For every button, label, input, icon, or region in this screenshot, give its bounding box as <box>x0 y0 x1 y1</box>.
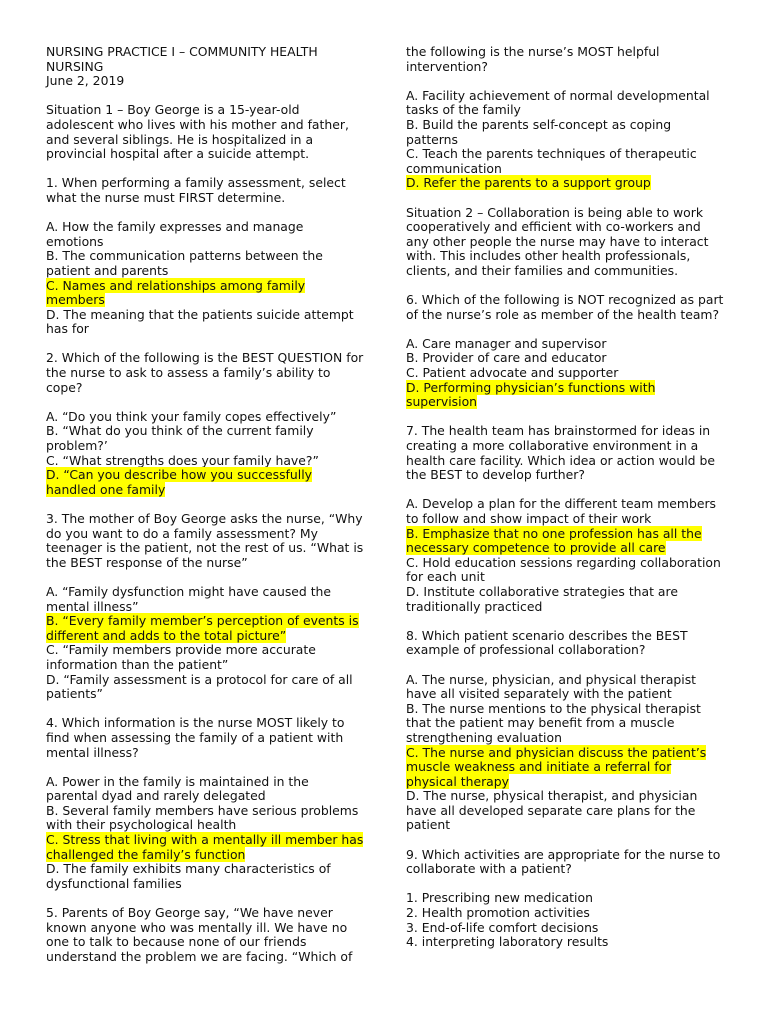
choice-8b: B. The nurse mentions to the physical therapist that the patient may benefit from a muscle strengthening evaluation <box>406 700 701 745</box>
question-7: 7. The health team has brainstormed for ideas in creating a more collaborative environment in a health care facility. Which idea or action would be the BEST to develop further? <box>406 423 715 483</box>
choice-7c: C. Hold education sessions regarding collaboration for each unit <box>406 554 721 585</box>
choice-4c-highlighted: C. Stress that living with a mentally ill member has challenged the family’s function <box>46 832 364 862</box>
choice-6b: B. Provider of care and educator <box>406 350 607 366</box>
option-9-3: 3. End-of-life comfort decisions <box>406 919 599 935</box>
choice-7b-highlighted: B. Emphasize that no one profession has all the necessary competence to provide all care <box>406 525 702 556</box>
choice-6d-highlighted: D. Performing physician’s functions with supervision <box>406 379 656 410</box>
choice-5c: C. Teach the parents techniques of therapeutic communication <box>406 146 697 176</box>
option-9-4: 4. interpreting laboratory results <box>406 934 609 950</box>
left-column <box>46 45 364 979</box>
choice-2b: B. “What do you think of the current family problem?’ <box>46 423 314 454</box>
question-3: 3. The mother of Boy George asks the nurse, “Why do you want to do a family assessment? My teenager is the patient, not the rest of us. “What is the BEST response of the nurse” <box>46 511 364 570</box>
question-5-part1: 5. Parents of Boy George say, “We have never known anyone who was mentally ill. We have no one to talk to because none of our friends understand the problem we are facing. “Which of <box>46 905 353 964</box>
document-title: NURSING PRACTICE I – COMMUNITY HEALTH NURSING <box>46 44 318 74</box>
choice-7d: D. Institute collaborative strategies that are traditionally practiced <box>406 583 678 614</box>
choice-3a: A. “Family dysfunction might have caused the mental illness” <box>46 583 332 614</box>
choice-8d: D. The nurse, physical therapist, and physician have all developed separate care plans for the patient <box>406 788 698 833</box>
situation-2: Situation 2 – Collaboration is being able to work cooperatively and efficient with co-workers and any other people the nurse may have to interact with. This includes other health professionals, clients, and their families and communities. <box>406 204 709 278</box>
question-1-choices <box>46 220 364 337</box>
question-3-choices <box>46 585 364 702</box>
choice-4b: B. Several family members have serious problems with their psychological health <box>46 802 359 833</box>
choice-6a: A. Care manager and supervisor <box>406 335 607 351</box>
question-8-choices <box>406 673 726 834</box>
choice-2d-highlighted: D. “Can you describe how you successfully handled one family <box>46 467 312 497</box>
question-9-options <box>406 891 726 949</box>
choice-5d-highlighted: D. Refer the parents to a support group <box>406 175 651 191</box>
choice-4a: A. Power in the family is maintained in the parental dyad and rarely delegated <box>46 773 309 804</box>
document-date: June 2, 2019 <box>46 73 125 89</box>
document-header <box>46 45 364 89</box>
choice-8c-highlighted: C. The nurse and physician discuss the patient’s muscle weakness and initiate a referral for physical therapy <box>406 744 707 789</box>
choice-3b-highlighted: B. “Every family member’s perception of events is different and adds to the total picture” <box>46 613 359 643</box>
situation-1: Situation 1 – Boy George is a 15-year-old adolescent who lives with his mother and father, and several siblings. He is hospitalized in a provincial hospital after a suicide attempt. <box>46 102 349 162</box>
choice-1c-highlighted: C. Names and relationships among family members <box>46 277 306 308</box>
question-2-choices <box>46 410 364 498</box>
question-4-choices <box>46 775 364 892</box>
question-1: 1. When performing a family assessment, select what the nurse must FIRST determine. <box>46 175 346 205</box>
question-5-part2: the following is the nurse’s MOST helpful intervention? <box>406 44 660 74</box>
question-9: 9. Which activities are appropriate for the nurse to collaborate with a patient? <box>406 846 721 877</box>
choice-1b: B. The communication patterns between the patient and parents <box>46 248 323 278</box>
choice-5b: B. Build the parents self-concept as coping patterns <box>406 116 672 147</box>
question-6: 6. Which of the following is NOT recognized as part of the nurse’s role as member of the health team? <box>406 292 724 322</box>
choice-2a: A. “Do you think your family copes effectively” <box>46 408 337 424</box>
option-9-2: 2. Health promotion activities <box>406 905 590 921</box>
option-9-1: 1. Prescribing new medication <box>406 890 593 906</box>
question-8: 8. Which patient scenario describes the BEST example of professional collaboration? <box>406 627 688 658</box>
choice-2c: C. “What strengths does your family have?” <box>46 452 319 468</box>
choice-3d: D. “Family assessment is a protocol for care of all patients” <box>46 671 353 702</box>
question-2: 2. Which of the following is the BEST QUESTION for the nurse to ask to assess a family’s ability to cope? <box>46 350 364 395</box>
question-4: 4. Which information is the nurse MOST likely to find when assessing the family of a patient with mental illness? <box>46 715 345 760</box>
choice-1a: A. How the family expresses and manage emotions <box>46 219 304 249</box>
question-6-choices <box>406 337 726 410</box>
choice-6c: C. Patient advocate and supporter <box>406 365 619 381</box>
choice-7a: A. Develop a plan for the different team members to follow and show impact of their work <box>406 496 717 526</box>
question-5-choices <box>406 89 726 191</box>
question-7-choices <box>406 497 726 614</box>
choice-8a: A. The nurse, physician, and physical therapist have all visited separately with the patient <box>406 671 697 702</box>
choice-4d: D. The family exhibits many characteristics of dysfunctional families <box>46 861 331 891</box>
choice-5a: A. Facility achievement of normal developmental tasks of the family <box>406 87 710 118</box>
choice-3c: C. “Family members provide more accurate information than the patient” <box>46 642 316 672</box>
choice-1d: D. The meaning that the patients suicide attempt has for <box>46 306 354 337</box>
right-column <box>406 45 726 964</box>
